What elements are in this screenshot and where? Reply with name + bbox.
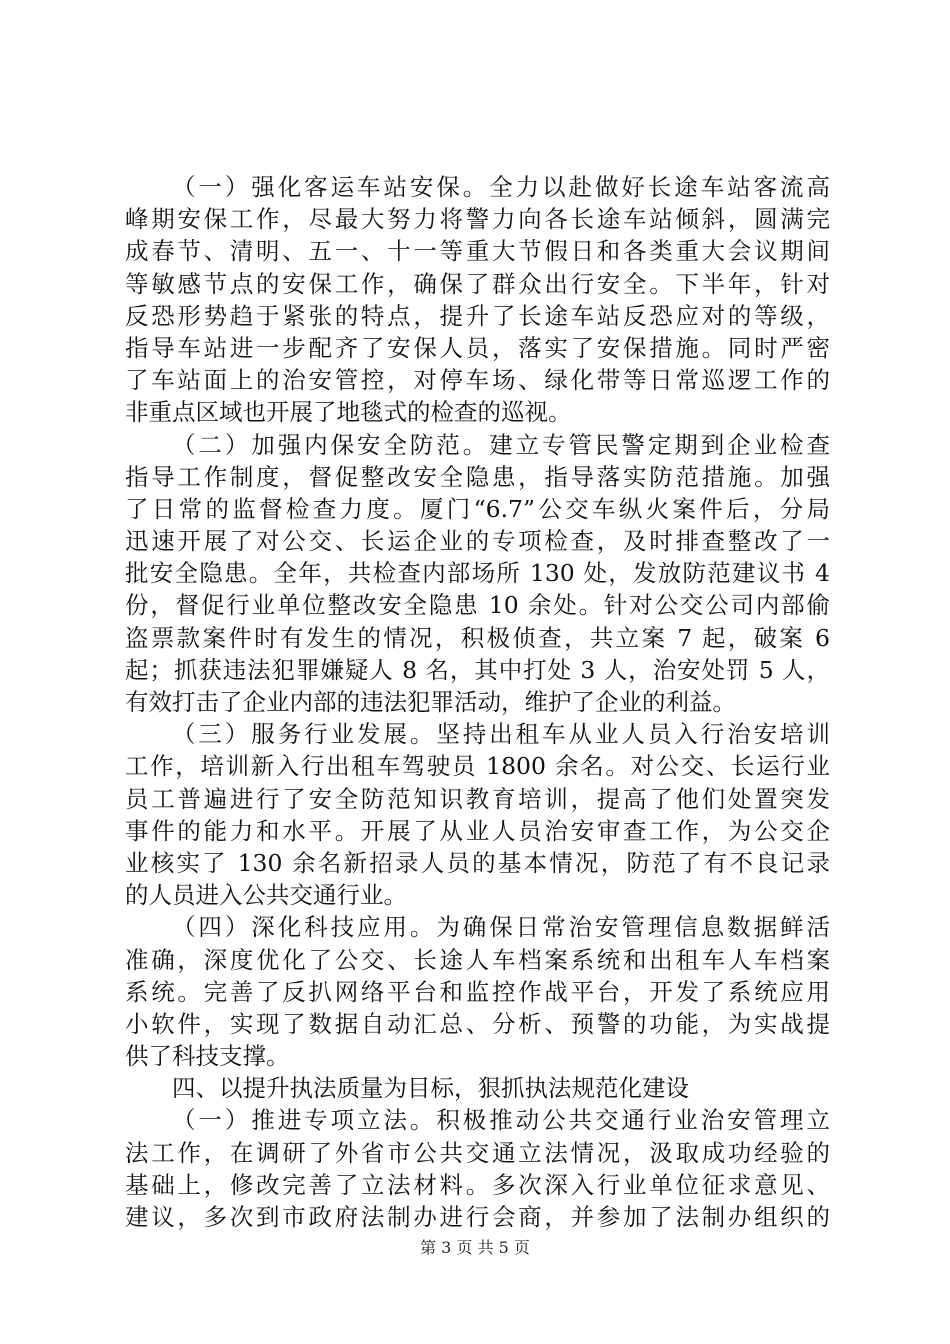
text-line: 盗票款案件时有发生的情况，积极侦查，共立案 7 起，破案 6 <box>125 623 830 652</box>
text-line: 非重点区域也开展了地毯式的检查的巡视。 <box>125 398 572 427</box>
text-line: 四、以提升执法质量为目标，狠抓执法规范化建设 <box>172 1074 689 1103</box>
text-line: 的人员进入公共交通行业。 <box>125 881 407 910</box>
text-line: （一）强化客运车站安保。全力以赴做好长途车站客流高 <box>172 173 830 201</box>
text-line: 了日常的监督检查力度。厦门“6.7”公交车纵火案件后，分局 <box>125 494 830 523</box>
text-line: 事件的能力和水平。开展了从业人员治安审查工作，为公交企 <box>125 816 830 845</box>
text-line: 员工普遍进行了安全防范知识教育培训，提高了他们处置突发 <box>125 784 830 813</box>
text-line: 等敏感节点的安保工作，确保了群众出行安全。下半年，针对 <box>125 269 830 298</box>
text-line: 系统。完善了反扒网络平台和监控作战平台，开发了系统应用 <box>125 977 830 1006</box>
text-line: 工作，培训新入行出租车驾驶员 1800 余名。对公交、长运行业 <box>125 752 830 781</box>
text-line: 份，督促行业单位整改安全隐患 10 余处。针对公交公司内部偷 <box>125 591 830 620</box>
text-line: 业核实了 130 余名新招录人员的基本情况，防范了有不良记录 <box>125 848 830 877</box>
text-line: （三）服务行业发展。坚持出租车从业人员入行治安培训 <box>172 720 830 749</box>
text-line: 法工作，在调研了外省市公共交通立法情况，汲取成功经验的 <box>125 1138 830 1167</box>
text-line: 了车站面上的治安管控，对停车场、绿化带等日常巡逻工作的 <box>125 366 830 395</box>
text-line: 迅速开展了对公交、长运企业的专项检查，及时排查整改了一 <box>125 527 830 556</box>
text-line: 起；抓获违法犯罪嫌疑人 8 名，其中打处 3 人，治安处罚 5 人， <box>125 655 830 684</box>
text-line: 峰期安保工作，尽最大努力将警力向各长途车站倾斜，圆满完 <box>125 205 830 234</box>
text-line: 准确，深度优化了公交、长途人车档案系统和出租车人车档案 <box>125 945 830 974</box>
text-line: 供了科技支撑。 <box>125 1042 290 1071</box>
text-line: 有效打击了企业内部的违法犯罪活动，维护了企业的利益。 <box>125 688 736 716</box>
text-line: 指导车站进一步配齐了安保人员，落实了安保措施。同时严密 <box>125 333 830 362</box>
text-line: 批安全隐患。全年，共检查内部场所 130 处，发放防范建议书 4 <box>125 559 830 588</box>
text-line: （一）推进专项立法。积极推动公共交通行业治安管理立 <box>172 1106 830 1135</box>
text-line: （四）深化科技应用。为确保日常治安管理信息数据鲜活 <box>172 913 830 942</box>
text-line: 反恐形势趋于紧张的特点，提升了长途车站反恐应对的等级， <box>125 301 830 330</box>
document-body <box>125 171 830 1233</box>
text-line: 成春节、清明、五一、十一等重大节假日和各类重大会议期间 <box>125 237 830 266</box>
text-line: 建议，多次到市政府法制办进行会商，并参加了法制办组织的 <box>125 1203 830 1231</box>
page-footer: 第 3 页 共 5 页 <box>420 1238 530 1257</box>
text-line: 基础上，修改完善了立法材料。多次深入行业单位征求意见、 <box>125 1170 830 1199</box>
text-line: （二）加强内保安全防范。建立专管民警定期到企业检查 <box>172 430 830 459</box>
text-line: 小软件，实现了数据自动汇总、分析、预警的功能，为实战提 <box>125 1009 830 1038</box>
text-line: 指导工作制度，督促整改安全隐患，指导落实防范措施。加强 <box>125 462 830 491</box>
